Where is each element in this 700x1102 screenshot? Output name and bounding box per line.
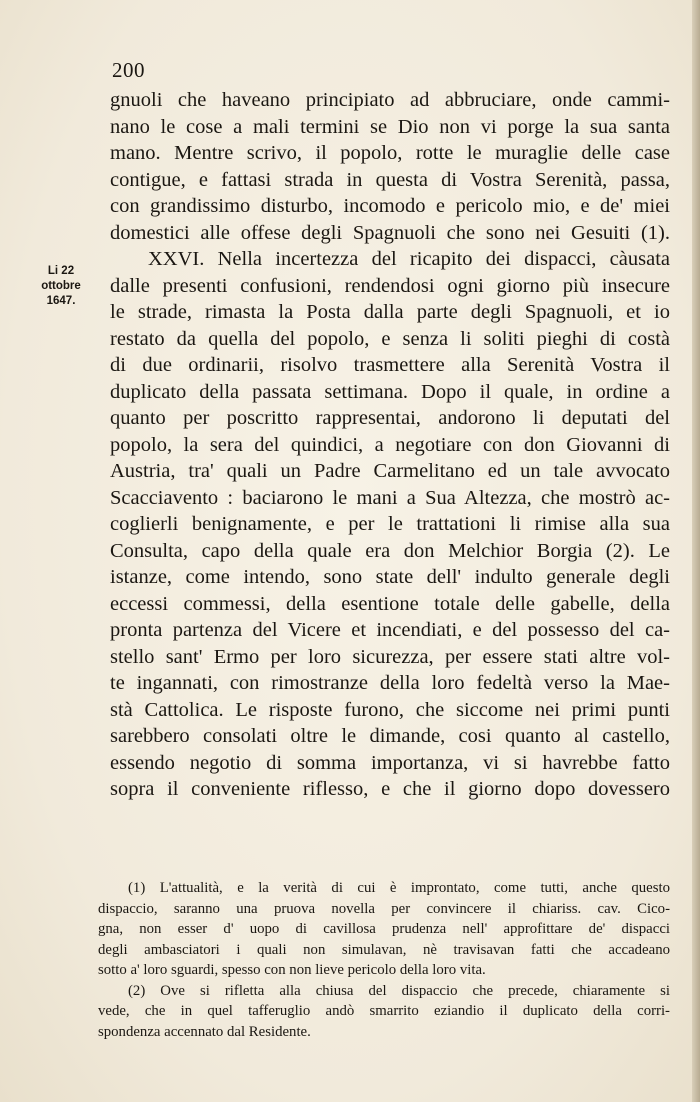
text-line: essendo negotio di somma importanza, vi si havrebbe fatto bbox=[110, 751, 670, 774]
page-edge-shadow bbox=[692, 0, 700, 1102]
text-line: con grandissimo disturbo, incomodo e pericolo mio, e de' miei bbox=[110, 195, 670, 217]
text-line: sopra il conveniente riflesso, e che il giorno dopo dovessero bbox=[110, 778, 670, 800]
text-line: restato da quella del popolo, e senza li soliti pieghi di costà bbox=[110, 327, 670, 350]
text-line: popolo, la sera del quindici, a negotiare con don Giovanni di bbox=[110, 433, 670, 456]
margin-date-note bbox=[30, 264, 92, 309]
page-number: 200 bbox=[112, 58, 145, 82]
text-line: istanze, come intendo, sono state dell' indulto generale degli bbox=[110, 566, 670, 588]
text-line: Consulta, capo della quale era don Melchior Borgia (2). Le bbox=[110, 539, 670, 562]
text-line: XXVI. Nella incertezza del ricapito dei dispacci, càusata bbox=[148, 248, 670, 270]
footnote-line: (1) L'attualità, e la verità di cui è improntato, come tutti, anche questo bbox=[128, 880, 670, 896]
text-line: domestici alle offese degli Spagnuoli che sono nei Gesuiti (1). bbox=[110, 221, 670, 244]
text-line: stà Cattolica. Le risposte furono, che siccome nei primi punti bbox=[110, 698, 670, 721]
text-line: gnuoli che haveano principiato ad abbruciare, onde cammi- bbox=[110, 89, 670, 111]
margin-note-line: 1647. bbox=[46, 295, 76, 307]
footnote-line: gna, non esser d' uopo di cavillosa prudenza nell' approfittare de' dispacci bbox=[98, 921, 670, 937]
text-line: coglierli benignamente, e per le trattationi li rimise alla sua bbox=[110, 513, 670, 535]
footnote-line: (2) Ove si rifletta alla chiusa del dispaccio che precede, chiaramente si bbox=[128, 982, 670, 999]
margin-note-line: ottobre bbox=[41, 280, 81, 292]
footnote-line: dispaccio, saranno una pruova novella per convincere il chiariss. cav. Cico- bbox=[98, 900, 670, 917]
text-line: mano. Mentre scrivo, il popolo, rotte le muraglie delle case bbox=[110, 142, 670, 164]
footnote-line: sotto a' loro sguardi, spesso con non lieve pericolo della loro vita. bbox=[98, 962, 486, 978]
text-line: quanto per poscritto rappresentai, andorono li deputati del bbox=[110, 407, 670, 429]
text-line: pronta partenza del Vicere et incendiati, e del possesso del ca- bbox=[110, 619, 670, 641]
text-line: le strade, rimasta la Posta dalla parte degli Spagnuoli, et io bbox=[110, 301, 670, 323]
text-line: nano le cose a mali termini se Dio non vi porge la sua santa bbox=[110, 115, 670, 138]
footnotes bbox=[98, 878, 670, 1042]
text-line: sarebbero consolati oltre le dimande, cosi quanto al castello, bbox=[110, 725, 670, 747]
main-text bbox=[110, 87, 670, 803]
footnote-line: degli ambasciatori i quali non simulavan, nè travisavan fatti che accadeano bbox=[98, 941, 670, 958]
text-line: eccessi commessi, della esentione totale delle gabelle, della bbox=[110, 592, 670, 615]
text-line: Austria, tra' quali un Padre Carmelitano ed un tale avvocato bbox=[110, 460, 670, 482]
text-line: contigue, e fattasi strada in questa di Vostra Serenità, passa, bbox=[110, 168, 670, 191]
text-line: duplicato della passata settimana. Dopo il quale, in ordine a bbox=[110, 380, 670, 403]
margin-note-line: Li 22 bbox=[47, 265, 75, 277]
footnote-line: vede, che in quel tafferuglio andò smarrito eziandio il duplicato della corri- bbox=[98, 1003, 670, 1019]
text-line: dalle presenti confusioni, rendendosi ogni giorno più insecure bbox=[110, 274, 670, 297]
footnote-line: spondenza accennato dal Residente. bbox=[98, 1023, 311, 1040]
text-line: di due ordinarii, risolvo trasmettere alla Serenità Vostra il bbox=[110, 354, 670, 376]
text-line: te ingannati, con rimostranze della loro fedeltà verso la Mae- bbox=[110, 672, 670, 694]
text-line: stello sant' Ermo per loro sicurezza, per essere stati altre vol- bbox=[110, 645, 670, 668]
text-line: Scacciavento : baciarono le mani a Sua Altezza, che mostrò ac- bbox=[110, 486, 670, 509]
